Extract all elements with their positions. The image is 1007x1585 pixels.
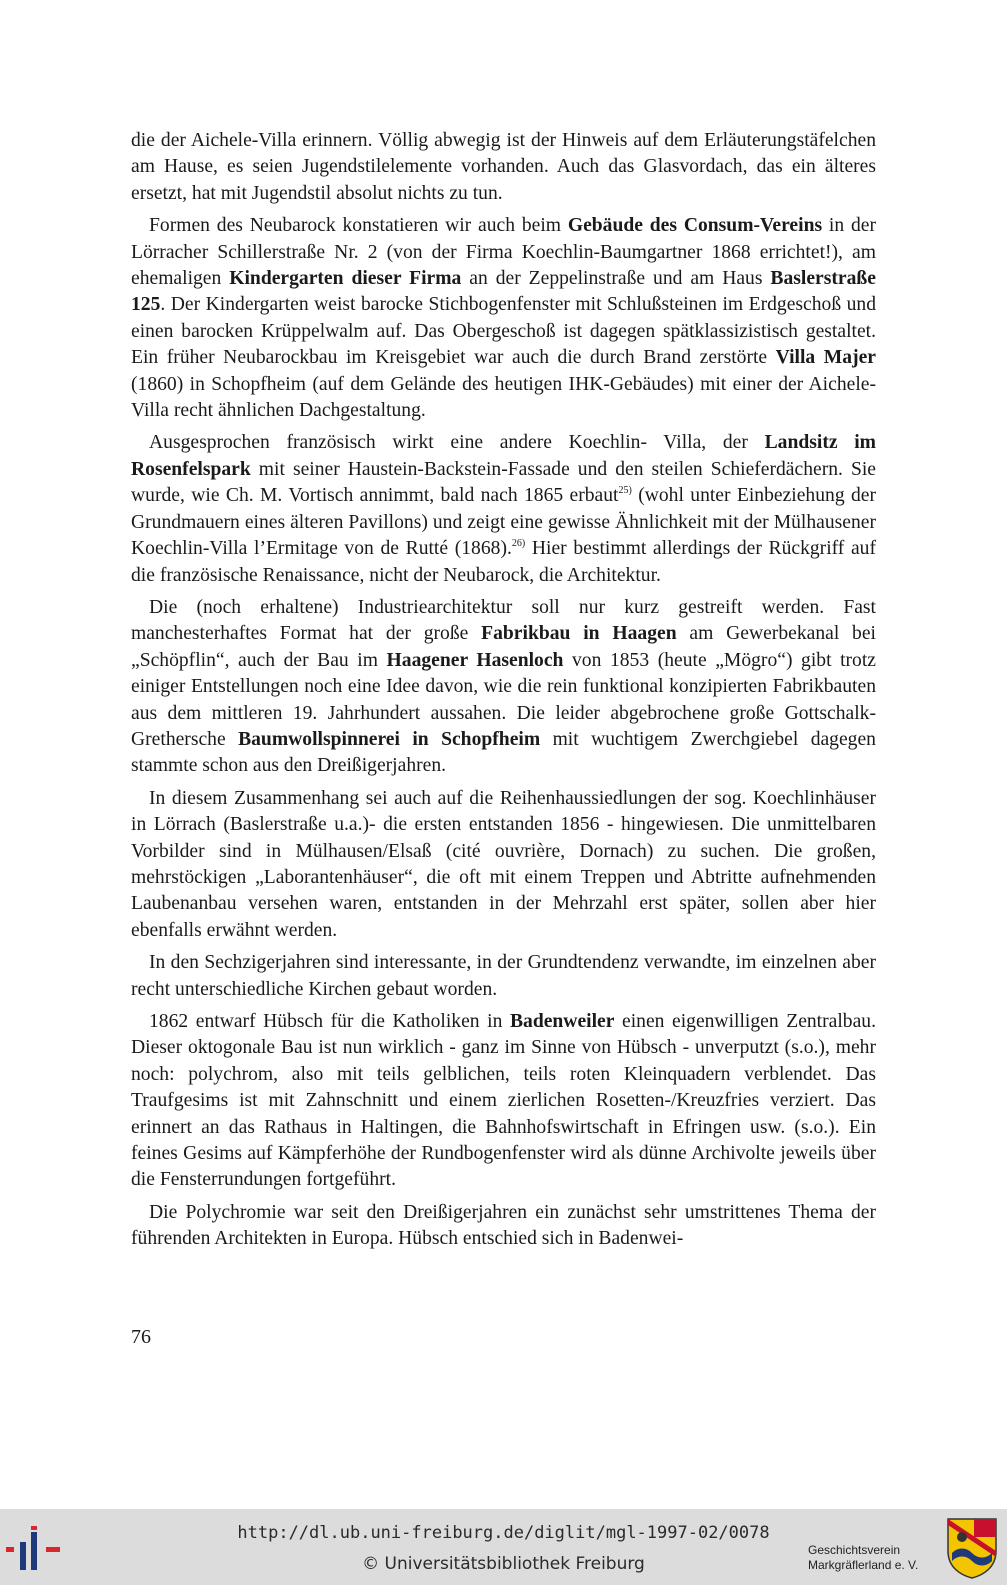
bold-term: Baumwollspinnerei in Schopfheim [238,728,541,750]
bold-term: Haagener Hasenloch [386,649,564,671]
paragraph: In diesem Zusammenhang sei auch auf die Reihenhaussiedlungen der sog. Koechlinhäuser in Lörrach (Baslerstraße u.a.)- die ersten entstanden 1856 - hingewiesen. Die unmittelbaren Vorbilder sind in Mülhausen/Elsaß (cité ouvrière, Dornach) zu suchen. Die großen, mehrstöckigen „Laborantenhäuser“, die oft mit einem Treppen und Abtritte aufnehmenden Laubenanbau versehen waren, entstanden in der Mehrzahl erst später, sollen aber hier ebenfalls erwähnt werden. [131,787,876,941]
page-number: 76 [131,1326,151,1348]
footnote-ref: 26) [511,538,526,550]
footer-copyright: © Universitätsbibliothek Freiburg [362,1554,645,1574]
bold-term: Badenweiler [509,1011,615,1032]
paragraph: In den Sechzigerjahren sind interessante, in der Grundtendenz verwandte, im einzelnen aber recht unterschiedliche Kirchen gebaut worden. [131,952,876,1000]
bold-term: Landsitz im Rosenfelspark [131,432,876,480]
society-line-2: Markgräflerland e. V. [808,1558,919,1572]
paragraph: Die Polychromie war seit den Dreißigerjahren ein zunächst sehr umstrittenes Thema der führenden Architekten in Europa. Hübsch entschied sich in Badenwei- [131,1201,876,1250]
paragraph: Die (noch erhaltene) Industriearchitektur soll nur kurz gestreift werden. Fast manchesterhaftes Format hat der große Fabrikbau in Haagen am Gewerbekanal bei „Schöpflin“, auch der Bau im Haagener Hasenloch von 1853 (heute „Mögro“) gibt trotz einiger Entstellungen noch eine Idee davon, wie die rein funktional konzipierten Fabrikbauten aus dem mittleren 19. Jahrhundert aussahen. Die leider abgebrochene große Gottschalk-Grethersche Baumwollspinnerei in Schopfheim mit wuchtigem Zwerchgiebel dagegen stammte schon aus den Dreißigerjahren. [131,596,876,777]
bold-term: Baslerstraße 125 [131,268,876,316]
paragraph: 1862 entwarf Hübsch für die Katholiken in Badenweiler einen eigenwilligen Zentralbau. Dieser oktogonale Bau ist nun wirklich - ganz im Sinne von Hübsch - unverputzt (s.o.), mehr noch: polychrom, also mit teils gelblichen, teils roten Kleinquadern verblendet. Das Traufgesims ist mit Zahnschnitt und einem zierlichen Rosetten-/Kreuzfries verziert. Das erinnert an das Rathaus in Haltingen, die Bahnhofswirtschaft in Efringen usw. (s.o.). Ein feines Gesims auf Kämpferhöhe der Rundbogenfenster wird als dünne Archivolte jeweils über die Fensterrundungen fortgeführt. [131,1011,876,1191]
paragraph: Formen des Neubarock konstatieren wir auch beim Gebäude des Consum-Vereins in der Lörracher Schillerstraße Nr. 2 (von der Firma Koechlin-Baumgartner 1868 errichtet!), am ehemaligen Kindergarten dieser Firma an der Zeppelinstraße und am Haus Baslerstraße 125. Der Kindergarten weist barocke Stichbogenfenster mit Schlußsteinen im Erdgeschoß und einen barocken Krüppelwalm auf. Das Obergeschoß ist dagegen spätklassizistisch gestaltet. Ein früher Neubarockbau im Kreisgebiet war auch die durch Brand zerstörte Villa Majer (1860) in Schopfheim (auf dem Gelände des heutigen IHK-Gebäudes) mit einer der Aichele-Villa recht ähnlichen Dachgestaltung. [131,215,877,422]
bold-term: Fabrikbau in Haagen [481,623,677,645]
society-name [808,1543,918,1573]
footer-bar [0,1509,1007,1585]
body-text [131,128,876,1259]
footer-url[interactable]: http://dl.ub.uni-freiburg.de/diglit/mgl-1997-02/0078 [237,1523,770,1543]
footnote-ref: 25) [618,485,632,497]
paragraph: die der Aichele-Villa erinnern. Völlig abwegig ist der Hinweis auf dem Erläuterungstäfelchen am Hause, es seien Jugendstilelemente vorhanden. Auch das Glasvordach, das ein älteres ersetzt, hat mit Jugendstil absolut nichts zu tun. [131,130,876,204]
society-line-1: Geschichtsverein [808,1543,901,1557]
bold-term: Gebäude des Consum-Vereins [567,215,823,237]
bold-term: Villa Majer [775,347,876,369]
bold-term: Kindergarten dieser Firma [229,268,462,290]
society-crest-icon [946,1517,998,1579]
paragraph: Ausgesprochen französisch wirkt eine andere Koechlin- Villa, der Landsitz im Rosenfelspark mit seiner Haustein-Backstein-Fassade und den steilen Schieferdächern. Sie wurde, wie Ch. M. Vortisch annimmt, bald nach 1865 erbaut$^{25)}$ (wohl unter Einbeziehung der Grundmauern eines älteren Pavillons) und zeigt eine gewisse Ähnlichkeit mit der Mülhausener Koechlin-Villa l’Ermitage von de Rutté (1868).$^{26)}$ Hier bestimmt allerdings der Rückgriff auf die französische Renaissance, nicht der Neubarock, die Architektur. [131,432,877,586]
